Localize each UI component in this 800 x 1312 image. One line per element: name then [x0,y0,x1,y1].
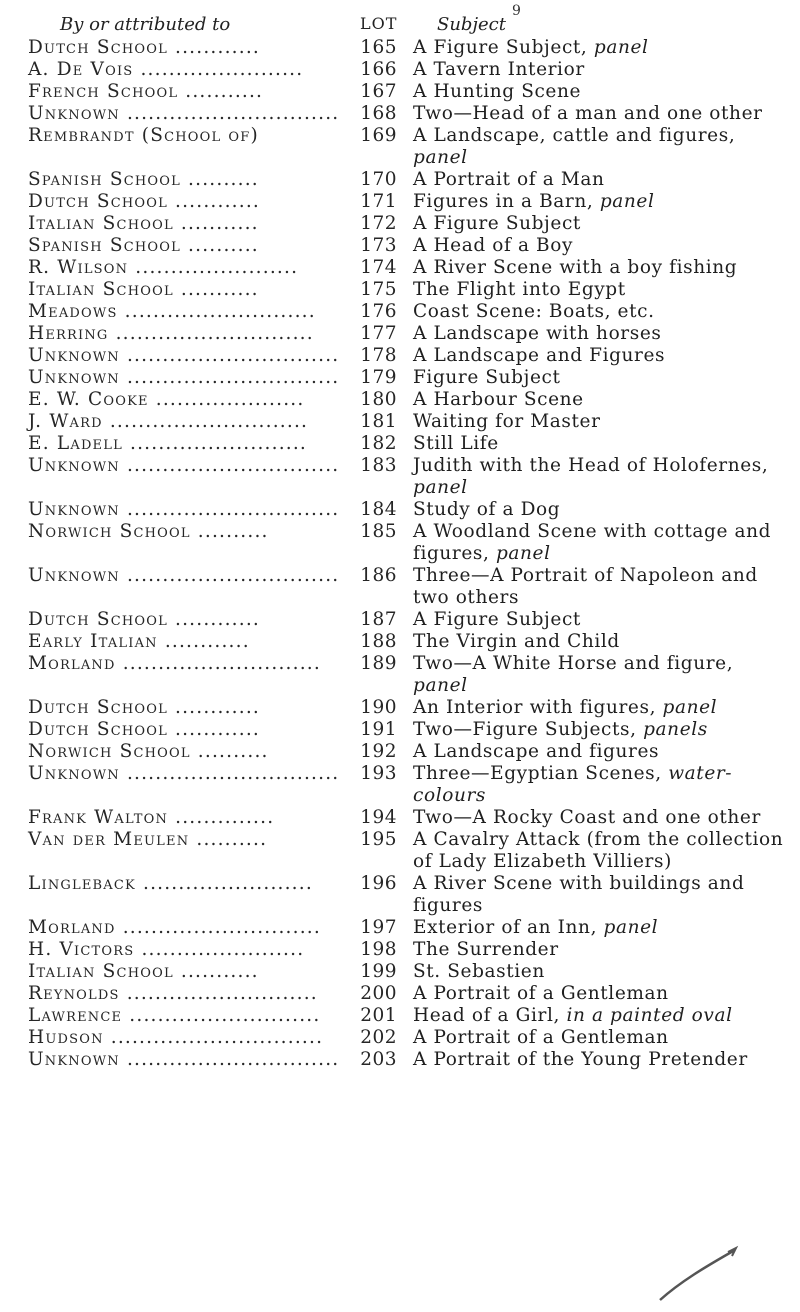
subject-text: Judith with the Head of Holofernes, [413,455,769,476]
subject-medium: panel [593,37,649,58]
leader-dots: ............................ [115,917,321,938]
subject-text: Head of a Girl, [413,1005,567,1026]
subject [411,1027,800,1049]
subject-text: A Landscape with horses [413,323,662,344]
subject [411,983,800,1005]
lot-number: 169 [360,125,397,146]
attribution [0,279,355,301]
leader-dots: .......... [180,169,259,190]
lot-number: 170 [360,169,397,190]
subject [411,279,800,301]
subject-text: An Interior with figures, [413,697,663,718]
artist-name: Van der Meulen [28,829,190,850]
artist-name: Spanish School [28,235,181,256]
subject [411,323,800,345]
leader-dots: .............................. [119,345,340,366]
subject [411,653,800,697]
artist-name: Spanish School [28,169,181,190]
subject-text: Three—A Portrait of Napoleon and two others [413,565,758,608]
artist-name: Hudson [28,1027,104,1048]
subject-text: The Virgin and Child [413,631,620,652]
lot-number: 165 [360,37,397,58]
subject-medium: panel [495,543,551,564]
artist-name: Herring [28,323,109,344]
attribution [0,983,355,1005]
attribution [0,1027,355,1049]
subject-text: A River Scene with buildings and figures [413,873,745,916]
subject [411,741,800,763]
artist-name: Rembrandt (School of) [28,125,259,146]
artist-name: Dutch School [28,719,168,740]
lot-number: 179 [360,367,397,388]
subject-text: Figures in a Barn, [413,191,600,212]
attribution [0,81,355,103]
artist-name: Italian School [28,961,174,982]
subject-text: A Portrait of a Gentleman [413,983,669,1004]
attribution [0,1049,355,1071]
artist-name: French School [28,81,179,102]
lot-row [0,565,800,609]
lot-row [0,763,800,807]
leader-dots: ............ [167,609,260,630]
lot-number: 184 [360,499,397,520]
subject-text: Study of a Dog [413,499,561,520]
artist-name: R. Wilson [28,257,129,278]
lot-row [0,1005,800,1027]
attribution [0,807,355,829]
leader-dots: .............................. [119,565,340,586]
artist-name: H. Victors [28,939,135,960]
artist-name: Unknown [28,103,120,124]
lot-row [0,279,800,301]
lot-row [0,1049,800,1071]
subject [411,367,800,389]
attribution [0,609,355,631]
subject-medium: panel [413,147,468,168]
subject [411,389,800,411]
attribution [0,521,355,543]
attribution [0,697,355,719]
lot-number: 202 [360,1027,397,1048]
leader-dots: ........... [178,81,264,102]
subject [411,235,800,257]
subject [411,521,800,565]
subject-text: A Figure Subject [413,609,581,630]
subject [411,565,800,609]
subject-text: Still Life [413,433,499,454]
attribution [0,917,355,939]
lot-row [0,917,800,939]
subject [411,169,800,191]
lot-number: 180 [360,389,397,410]
lot-row [0,235,800,257]
artist-name: Norwich School [28,521,191,542]
subject-text: A Harbour Scene [413,389,584,410]
lot-number: 167 [360,81,397,102]
leader-dots: ............ [167,37,260,58]
leader-dots: .......... [190,521,269,542]
lot-row [0,455,800,499]
leader-dots: .............................. [119,1049,340,1070]
subject-text: Exterior of an Inn, [413,917,604,938]
artist-name: Unknown [28,367,120,388]
lot-number: 188 [360,631,397,652]
attribution [0,59,355,81]
lot-row [0,81,800,103]
lot-number: 178 [360,345,397,366]
artist-name: Reynolds [28,983,120,1004]
subject-text: A Woodland Scene with cottage and figures, [413,521,772,564]
lot-row [0,521,800,565]
lot-row [0,257,800,279]
subject-text: A Head of a Boy [413,235,574,256]
subject-text: Coast Scene: Boats, etc. [413,301,655,322]
leader-dots: ............ [157,631,250,652]
subject [411,125,800,169]
leader-dots: ....................... [133,59,304,80]
pencil-mark [650,1242,740,1302]
subject [411,939,800,961]
lot-number: 172 [360,213,397,234]
artist-name: Early Italian [28,631,158,652]
artist-name: Unknown [28,455,120,476]
subject [411,59,800,81]
lot-row [0,37,800,59]
subject [411,37,800,59]
attribution [0,37,355,59]
subject [411,213,800,235]
lot-number: 171 [360,191,397,212]
lot-row [0,433,800,455]
lot-row [0,191,800,213]
leader-dots: ............ [167,697,260,718]
subject-text: A Tavern Interior [413,59,585,80]
subject [411,1049,800,1071]
lot-row [0,125,800,169]
lot-number: 203 [360,1049,397,1070]
leader-dots: .......... [180,235,259,256]
artist-name: Frank Walton [28,807,169,828]
subject-text: Two—A White Horse and figure, [413,653,734,674]
subject-text: A River Scene with a boy fishing [413,257,738,278]
artist-name: Unknown [28,345,120,366]
subject [411,257,800,279]
attribution [0,323,355,345]
artist-name: Dutch School [28,37,168,58]
lot-row [0,213,800,235]
lot-row [0,873,800,917]
lot-row [0,961,800,983]
leader-dots: ........... [173,279,259,300]
attribution [0,191,355,213]
lot-number: 176 [360,301,397,322]
subject-text: A Portrait of a Man [413,169,605,190]
lot-row [0,169,800,191]
leader-dots: .............................. [119,367,340,388]
lot-number: 168 [360,103,397,124]
subject [411,499,800,521]
attribution [0,455,355,477]
leader-dots: .............................. [119,763,340,784]
subject [411,873,800,917]
lot-number: 195 [360,829,397,850]
subject-medium: panel [603,917,659,938]
leader-dots: ........................... [122,1005,321,1026]
subject-text: A Landscape and Figures [413,345,666,366]
leader-dots: ....................... [134,939,305,960]
subject [411,433,800,455]
lot-row [0,983,800,1005]
leader-dots: .............................. [119,103,340,124]
lot-number: 187 [360,609,397,630]
attribution [0,763,355,785]
artist-name: Lawrence [28,1005,123,1026]
lot-row [0,59,800,81]
attribution [0,367,355,389]
subject [411,719,800,741]
lot-row [0,389,800,411]
subject [411,1005,800,1027]
artist-name: Morland [28,653,116,674]
lot-row [0,345,800,367]
lot-number: 166 [360,59,397,80]
subject [411,411,800,433]
leader-dots: ......................... [122,433,308,454]
subject-text: Three—Egyptian Scenes, [413,763,669,784]
artist-name: Lingleback [28,873,136,894]
attribution [0,433,355,455]
lot-number: 197 [360,917,397,938]
lot-row [0,411,800,433]
subject-text: A Cavalry Attack (from the collection of Lady Elizabeth Villiers) [413,829,784,872]
lot-row [0,697,800,719]
subject-medium: in a painted oval [566,1005,733,1026]
subject-text: A Landscape, cattle and figures, [413,125,736,146]
artist-name: Unknown [28,1049,120,1070]
attribution [0,301,355,323]
subject-text: Two—A Rocky Coast and one other [413,807,761,828]
leader-dots: .............................. [119,499,340,520]
lot-number: 192 [360,741,397,762]
artist-name: Dutch School [28,609,168,630]
leader-dots: ........................... [119,983,318,1004]
subject-medium: panels [643,719,708,740]
lot-number: 189 [360,653,397,674]
subject-medium: panel [413,675,468,696]
attribution [0,345,355,367]
lot-number: 186 [360,565,397,586]
leader-dots: .......... [189,829,268,850]
column-headers [0,14,800,38]
artist-name: A. De Vois [28,59,134,80]
attribution [0,631,355,653]
subject-text: Figure Subject [413,367,561,388]
lot-row [0,807,800,829]
artist-name: Italian School [28,279,174,300]
header-lot: LOT [360,14,398,33]
attribution [0,1005,355,1027]
artist-name: E. Ladell [28,433,123,454]
subject-text: A Figure Subject [413,213,581,234]
attribution [0,125,355,147]
lot-number: 182 [360,433,397,454]
lot-number: 194 [360,807,397,828]
artist-name: Meadows [28,301,118,322]
subject [411,697,800,719]
leader-dots: .............................. [119,455,340,476]
lot-number: 185 [360,521,397,542]
subject [411,191,800,213]
artist-name: J. Ward [28,411,103,432]
subject [411,103,800,125]
attribution [0,411,355,433]
lot-row [0,367,800,389]
lot-number: 200 [360,983,397,1004]
subject [411,631,800,653]
subject-medium: panel [413,477,468,498]
lot-number: 190 [360,697,397,718]
leader-dots: ........... [173,213,259,234]
lot-list [0,37,800,1071]
subject-medium: water-colours [413,763,733,806]
attribution [0,257,355,279]
lot-number: 177 [360,323,397,344]
attribution [0,389,355,411]
attribution [0,961,355,983]
subject-text: A Portrait of a Gentleman [413,1027,669,1048]
leader-dots: ..................... [148,389,305,410]
subject [411,763,800,807]
artist-name: Unknown [28,763,120,784]
lot-row [0,301,800,323]
leader-dots: ............................ [108,323,314,344]
header-subject: Subject [437,14,506,35]
leader-dots: .............................. [103,1027,324,1048]
subject-medium: panel [599,191,655,212]
subject-text: A Figure Subject, [413,37,594,58]
subject [411,301,800,323]
leader-dots: ........................... [117,301,316,322]
lot-row [0,609,800,631]
lot-number: 193 [360,763,397,784]
artist-name: Dutch School [28,697,168,718]
lot-row [0,719,800,741]
subject-text: A Portrait of the Young Pretender [413,1049,748,1070]
lot-row [0,1027,800,1049]
leader-dots: ....................... [128,257,299,278]
lot-number: 183 [360,455,397,476]
attribution [0,565,355,587]
leader-dots: .............. [168,807,275,828]
artist-name: Unknown [28,499,120,520]
attribution [0,499,355,521]
artist-name: Norwich School [28,741,191,762]
attribution [0,169,355,191]
leader-dots: ............................ [102,411,309,432]
attribution [0,235,355,257]
lot-number: 199 [360,961,397,982]
subject [411,345,800,367]
attribution [0,873,355,895]
lot-number: 198 [360,939,397,960]
subject-text: St. Sebastien [413,961,545,982]
leader-dots: ............ [167,719,260,740]
artist-name: Italian School [28,213,174,234]
leader-dots: ............ [167,191,260,212]
artist-name: Dutch School [28,191,168,212]
lot-row [0,323,800,345]
subject-text: The Surrender [413,939,559,960]
subject-text: A Landscape and figures [413,741,660,762]
lot-row [0,939,800,961]
subject-text: Waiting for Master [413,411,601,432]
attribution [0,829,355,851]
subject-text: The Flight into Egypt [413,279,626,300]
lot-row [0,103,800,125]
artist-name: E. W. Cooke [28,389,149,410]
header-attributed: By or attributed to [60,14,231,35]
lot-number: 196 [360,873,397,894]
lot-row [0,499,800,521]
subject [411,917,800,939]
attribution [0,103,355,125]
leader-dots: ........................ [135,873,313,894]
lot-row [0,741,800,763]
attribution [0,653,355,675]
attribution [0,213,355,235]
attribution [0,741,355,763]
subject-text: Two—Head of a man and one other [413,103,763,124]
subject-medium: panel [662,697,718,718]
subject [411,961,800,983]
subject-text: A Hunting Scene [413,81,582,102]
page-number: 9 [512,3,521,19]
leader-dots: .......... [190,741,269,762]
lot-row [0,829,800,873]
attribution [0,939,355,961]
subject [411,609,800,631]
lot-number: 174 [360,257,397,278]
subject-text: Two—Figure Subjects, [413,719,644,740]
subject [411,829,800,873]
subject [411,807,800,829]
lot-number: 181 [360,411,397,432]
artist-name: Morland [28,917,116,938]
subject [411,81,800,103]
lot-number: 173 [360,235,397,256]
attribution [0,719,355,741]
subject [411,455,800,499]
leader-dots: ........... [173,961,259,982]
lot-number: 175 [360,279,397,300]
lot-number: 201 [360,1005,397,1026]
lot-number: 191 [360,719,397,740]
artist-name: Unknown [28,565,120,586]
lot-row [0,631,800,653]
lot-row [0,653,800,697]
leader-dots: ............................ [115,653,321,674]
